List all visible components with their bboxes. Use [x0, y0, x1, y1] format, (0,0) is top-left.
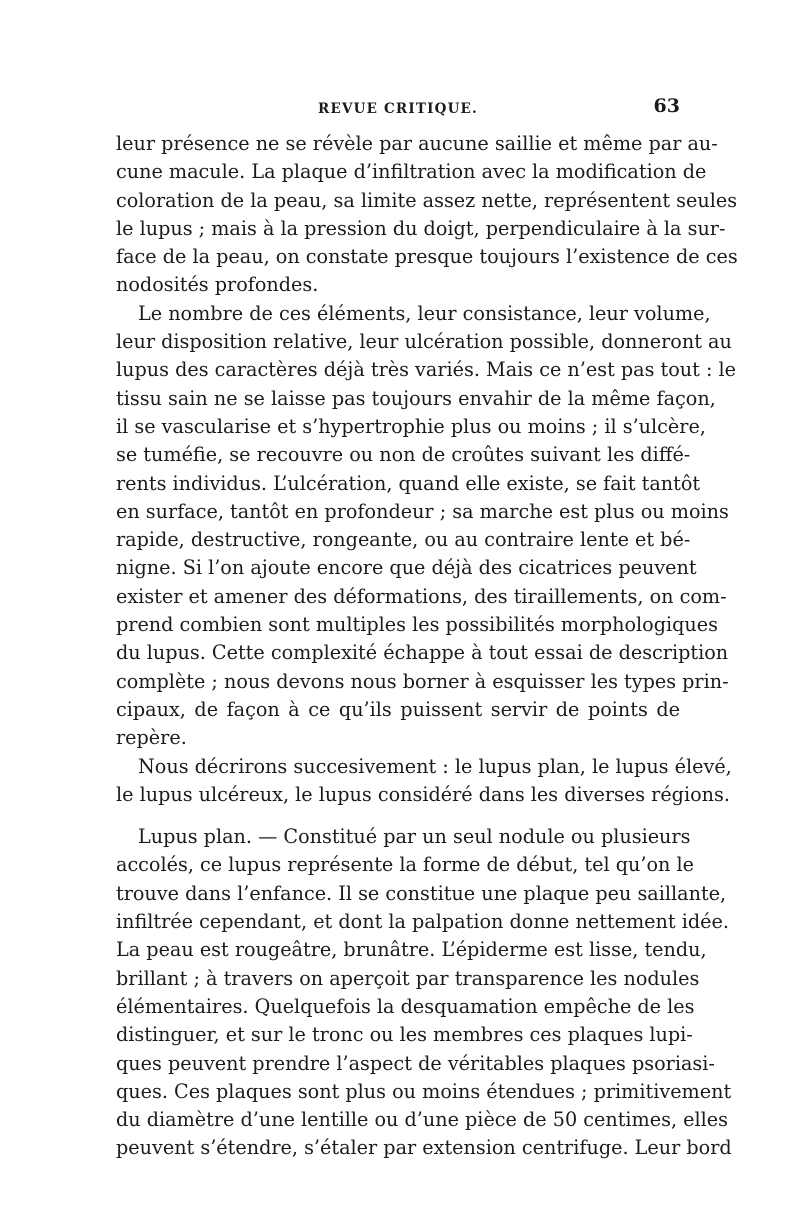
text-line: trouve dans l’enfance. Il se constitue une plaque peu saillante,	[116, 881, 727, 905]
text-line: en surface, tantôt en profondeur ; sa marche est plus ou moins	[116, 499, 729, 523]
text-line: se tuméfie, se recouvre ou non de croûtes suivant les diffé-	[116, 443, 691, 467]
text-line: rapide, destructive, rongeante, ou au contraire lente et bé-	[116, 528, 691, 552]
text-line: rents individus. L’ulcération, quand elle existe, se fait tantôt	[116, 471, 701, 495]
text-line: distinguer, et sur le tronc ou les membres ces plaques lupi-	[116, 1023, 693, 1047]
running-head: REVUE CRITIQUE.	[318, 101, 478, 117]
text-line: lupus des caractères déjà très variés. Mais ce n’est pas tout : le	[116, 358, 737, 382]
text-line: exister et amener des déformations, des tiraillements, on com-	[116, 584, 727, 608]
text-line: le lupus ; mais à la pression du doigt, perpendiculaire à la sur-	[116, 216, 726, 240]
text-line: leur disposition relative, leur ulcération possible, donneront au	[116, 330, 732, 354]
text-line: coloration de la peau, sa limite assez nette, représentent seules	[116, 188, 738, 212]
section-gap	[116, 809, 680, 823]
text-line: repère.	[116, 726, 187, 750]
text-line: Lupus plan. — Constitué par un seul nodule ou plusieurs	[138, 825, 691, 849]
text-line: élémentaires. Quelquefois la desquamation empêche de les	[116, 994, 695, 1018]
text-line: Nous décrirons succesivement : le lupus plan, le lupus élevé,	[138, 754, 732, 778]
text-line: du diamètre d’une lentille ou d’une pièce de 50 centimes, elles	[116, 1108, 728, 1132]
text-line: cune macule. La plaque d’infiltration avec la modification de	[116, 160, 707, 184]
text-line: accolés, ce lupus représente la forme de début, tel qu’on le	[116, 853, 694, 877]
text-line: cipaux, de façon à ce qu’ils puissent servir de points de	[116, 697, 680, 721]
text-line: il se vascularise et s’hypertrophie plus ou moins ; il s’ulcère,	[116, 414, 706, 438]
text-line: ques. Ces plaques sont plus ou moins étendues ; primitivement	[116, 1079, 732, 1103]
text-line: brillant ; à travers on aperçoit par transparence les nodules	[116, 966, 700, 990]
text-line: nigne. Si l’on ajoute encore que déjà des cicatrices peuvent	[116, 556, 697, 580]
page-number: 63	[653, 95, 680, 117]
text-line: nodosités profondes.	[116, 273, 319, 297]
text-line: peuvent s’étendre, s’étaler par extension centrifuge. Leur bord	[116, 1136, 732, 1160]
text-line: face de la peau, on constate presque toujours l’existence de ces	[116, 245, 738, 269]
text-line: La peau est rougeâtre, brunâtre. L’épiderme est lisse, tendu,	[116, 938, 707, 962]
text-line: le lupus ulcéreux, le lupus considéré dans les diverses régions.	[116, 782, 730, 806]
text-line: infiltrée cependant, et dont la palpation donne nettement idée.	[116, 910, 729, 934]
text-line: complète ; nous devons nous borner à esquisser les types prin-	[116, 669, 729, 693]
text-line: Le nombre de ces éléments, leur consistance, leur volume,	[138, 301, 711, 325]
text-line: ques peuvent prendre l’aspect de véritables plaques psoriasi-	[116, 1051, 715, 1075]
text-line: tissu sain ne se laisse pas toujours envahir de la même façon,	[116, 386, 716, 410]
text-line: leur présence ne se révèle par aucune saillie et même par au-	[116, 132, 718, 155]
page-header	[116, 95, 680, 123]
text-line: prend combien sont multiples les possibilités morphologiques	[116, 613, 718, 637]
body-text	[116, 130, 738, 1163]
text-line: du lupus. Cette complexité échappe à tout essai de description	[116, 641, 729, 665]
